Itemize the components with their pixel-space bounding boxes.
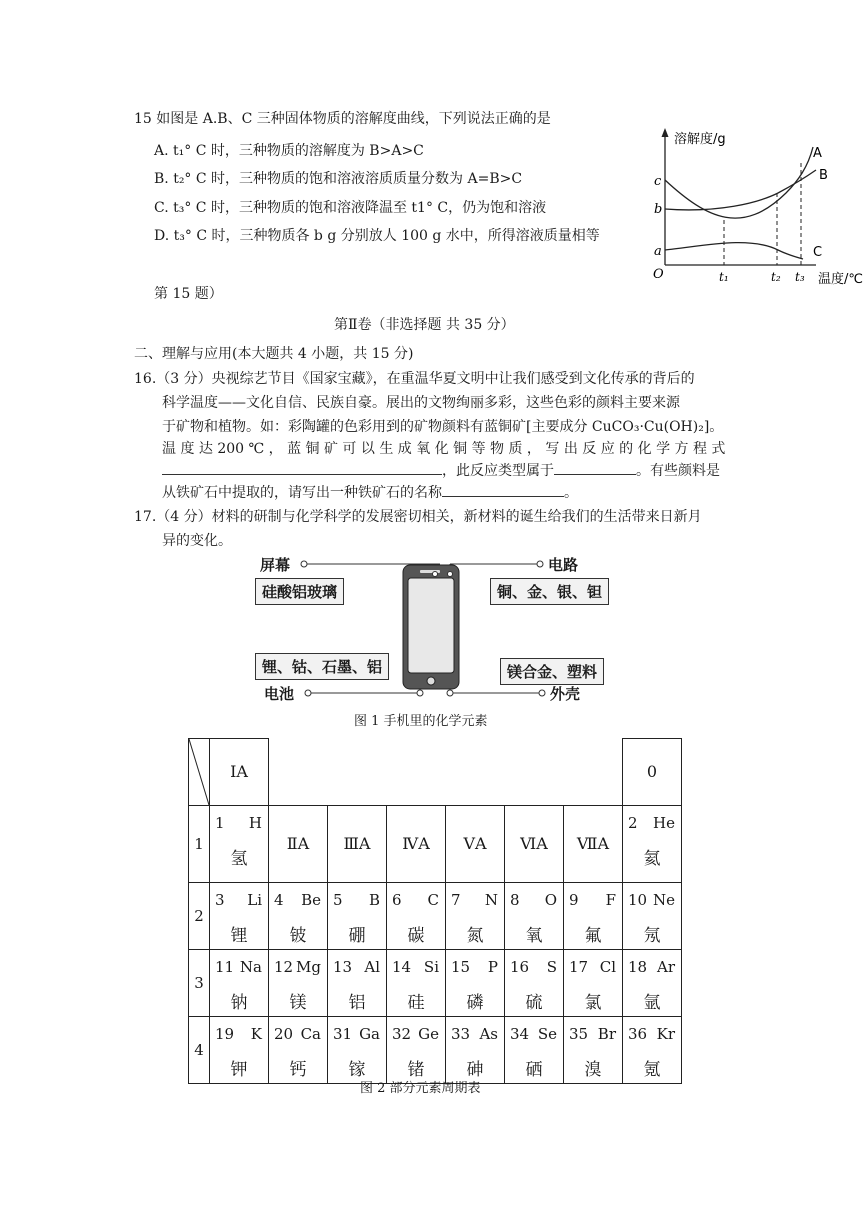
graph-curve-c: C [813, 245, 823, 260]
q16-ore-blank[interactable] [442, 484, 564, 497]
graph-ytick-b: b [654, 202, 663, 217]
element-se: 34 Se 硒 [505, 1017, 564, 1084]
group-5a-header: ⅤA [446, 806, 505, 883]
q15-option-d: D. t₃° C 时，三种物质各 b g 分别放人 100 g 水中，所得溶液质量相等 [154, 228, 600, 244]
q16-line4: 温 度 达 200 ℃ ， 蓝 铜 矿 可 以 生 成 氧 化 铜 等 物 质 ， 写 出 反 应 的 化 学 方 程 式 [162, 441, 726, 457]
element-al: 13 Al 铝 [328, 950, 387, 1017]
graph-xtick-t3: t₃ [795, 270, 805, 284]
element-o: 8 O 氧 [505, 883, 564, 950]
group-3a-header: ⅢA [328, 806, 387, 883]
graph-curve-a: A [813, 146, 822, 161]
element-be: 4 Be 铍 [269, 883, 328, 950]
circuit-material-box: 铜、金、银、钽 [490, 578, 609, 605]
q16-line5-end: 。有些颜料是 [636, 463, 720, 479]
period-1: 1 [189, 806, 210, 883]
graph-xtick-t1: t₁ [719, 270, 729, 284]
case-material-box: 镁合金、塑料 [500, 658, 604, 685]
q15-caption: 第 15 题） [154, 286, 223, 302]
graph-curve-b: B [819, 168, 828, 183]
element-ca: 20 Ca 钙 [269, 1017, 328, 1084]
blank-region [269, 739, 623, 806]
period-2: 2 [189, 883, 210, 950]
fig1-caption: 图 1 手机里的化学元素 [354, 714, 488, 729]
q16-reaction-type-blank[interactable] [554, 462, 636, 475]
element-p: 15 P 磷 [446, 950, 505, 1017]
graph-ylabel: 溶解度/g [674, 132, 726, 147]
group-4a-header: ⅣA [387, 806, 446, 883]
screen-label: 屏幕 [260, 556, 291, 574]
battery-material-box: 锂、钴、石墨、铝 [255, 653, 389, 680]
screen-material-box: 硅酸铝玻璃 [255, 578, 344, 605]
element-f: 9 F 氟 [564, 883, 623, 950]
element-n: 7 N 氮 [446, 883, 505, 950]
circuit-label: 电路 [548, 556, 579, 574]
graph-ytick-a: a [654, 244, 662, 259]
element-mg: 12 Mg 镁 [269, 950, 328, 1017]
q15-option-b: B. t₂° C 时，三种物质的饱和溶液溶质质量分数为 A=B>C [154, 171, 523, 187]
group-6a-header: ⅥA [505, 806, 564, 883]
element-k: 19 K 钾 [210, 1017, 269, 1084]
element-ne: 10 Ne 氖 [623, 883, 682, 950]
q16-line5 [162, 460, 720, 480]
q16-line2: 科学温度——文化自信、民族自豪。展出的文物绚丽多彩，这些色彩的颜料主要来源 [162, 395, 680, 411]
group-7a-header: ⅦA [564, 806, 623, 883]
periodic-table [188, 738, 682, 1084]
element-s: 16 S 硫 [505, 950, 564, 1017]
q15-stem: 15 如图是 A.B、C 三种固体物质的溶解度曲线，下列说法正确的是 [134, 111, 551, 127]
element-h: 1 H 氢 [210, 806, 269, 883]
q15-option-c: C. t₃° C 时，三种物质的饱和溶液降温至 t1° C，仍为饱和溶液 [154, 200, 547, 216]
phone-figure [250, 552, 620, 704]
case-label: 外壳 [550, 685, 581, 703]
element-ar: 18 Ar 氩 [623, 950, 682, 1017]
period-3: 3 [189, 950, 210, 1017]
graph-xlabel: 温度/℃ [818, 272, 863, 287]
q17-line2: 异的变化。 [162, 533, 232, 549]
element-na: 11 Na 钠 [210, 950, 269, 1017]
group-1a-header: ⅠA [210, 739, 269, 806]
q17-line1: 17.（4 分）材料的研制与化学科学的发展密切相关，新材料的诞生给我们的生活带来日新月 [134, 509, 702, 525]
element-b: 5 B 硼 [328, 883, 387, 950]
element-he: 2 He 氦 [623, 806, 682, 883]
element-br: 35 Br 溴 [564, 1017, 623, 1084]
element-kr: 36 Kr 氪 [623, 1017, 682, 1084]
corner-cell [189, 739, 210, 806]
graph-origin: O [653, 267, 664, 282]
q16-equation-blank[interactable] [162, 462, 442, 475]
section2-heading: 二、理解与应用(本大题共 4 小题，共 15 分) [134, 346, 414, 362]
period-4: 4 [189, 1017, 210, 1084]
solubility-graph [648, 125, 865, 290]
q16-line3: 于矿物和植物。如：彩陶罐的色彩用到的矿物颜料有蓝铜矿[主要成分 CuCO₃·Cu(OH)₂]。 [162, 419, 724, 435]
section2-title: 第Ⅱ卷（非选择题 共 35 分） [334, 317, 515, 333]
element-ge: 32 Ge 锗 [387, 1017, 446, 1084]
group-2a-header: ⅡA [269, 806, 328, 883]
element-li: 3 Li 锂 [210, 883, 269, 950]
graph-xtick-t2: t₂ [771, 270, 781, 284]
element-si: 14 Si 硅 [387, 950, 446, 1017]
battery-label: 电池 [264, 685, 295, 703]
element-cl: 17 Cl 氯 [564, 950, 623, 1017]
q16-line6-end: 。 [564, 485, 578, 501]
group-0-header: 0 [623, 739, 682, 806]
element-as: 33 As 砷 [446, 1017, 505, 1084]
q16-reaction-type-text: ，此反应类型属于 [442, 463, 554, 479]
q16-line1: 16.（3 分）央视综艺节目《国家宝藏》，在重温华夏文明中让我们感受到文化传承的背后的 [134, 371, 695, 387]
q16-ore-text: 从铁矿石中提取的，请写出一种铁矿石的名称 [162, 485, 442, 501]
element-ga: 31 Ga 镓 [328, 1017, 387, 1084]
q15-option-a: A. t₁° C 时，三种物质的溶解度为 B>A>C [154, 143, 424, 159]
element-c: 6 C 碳 [387, 883, 446, 950]
graph-ytick-c: c [654, 174, 662, 189]
q16-line6 [162, 482, 578, 502]
fig2-caption: 图 2 部分元素周期表 [360, 1081, 481, 1096]
